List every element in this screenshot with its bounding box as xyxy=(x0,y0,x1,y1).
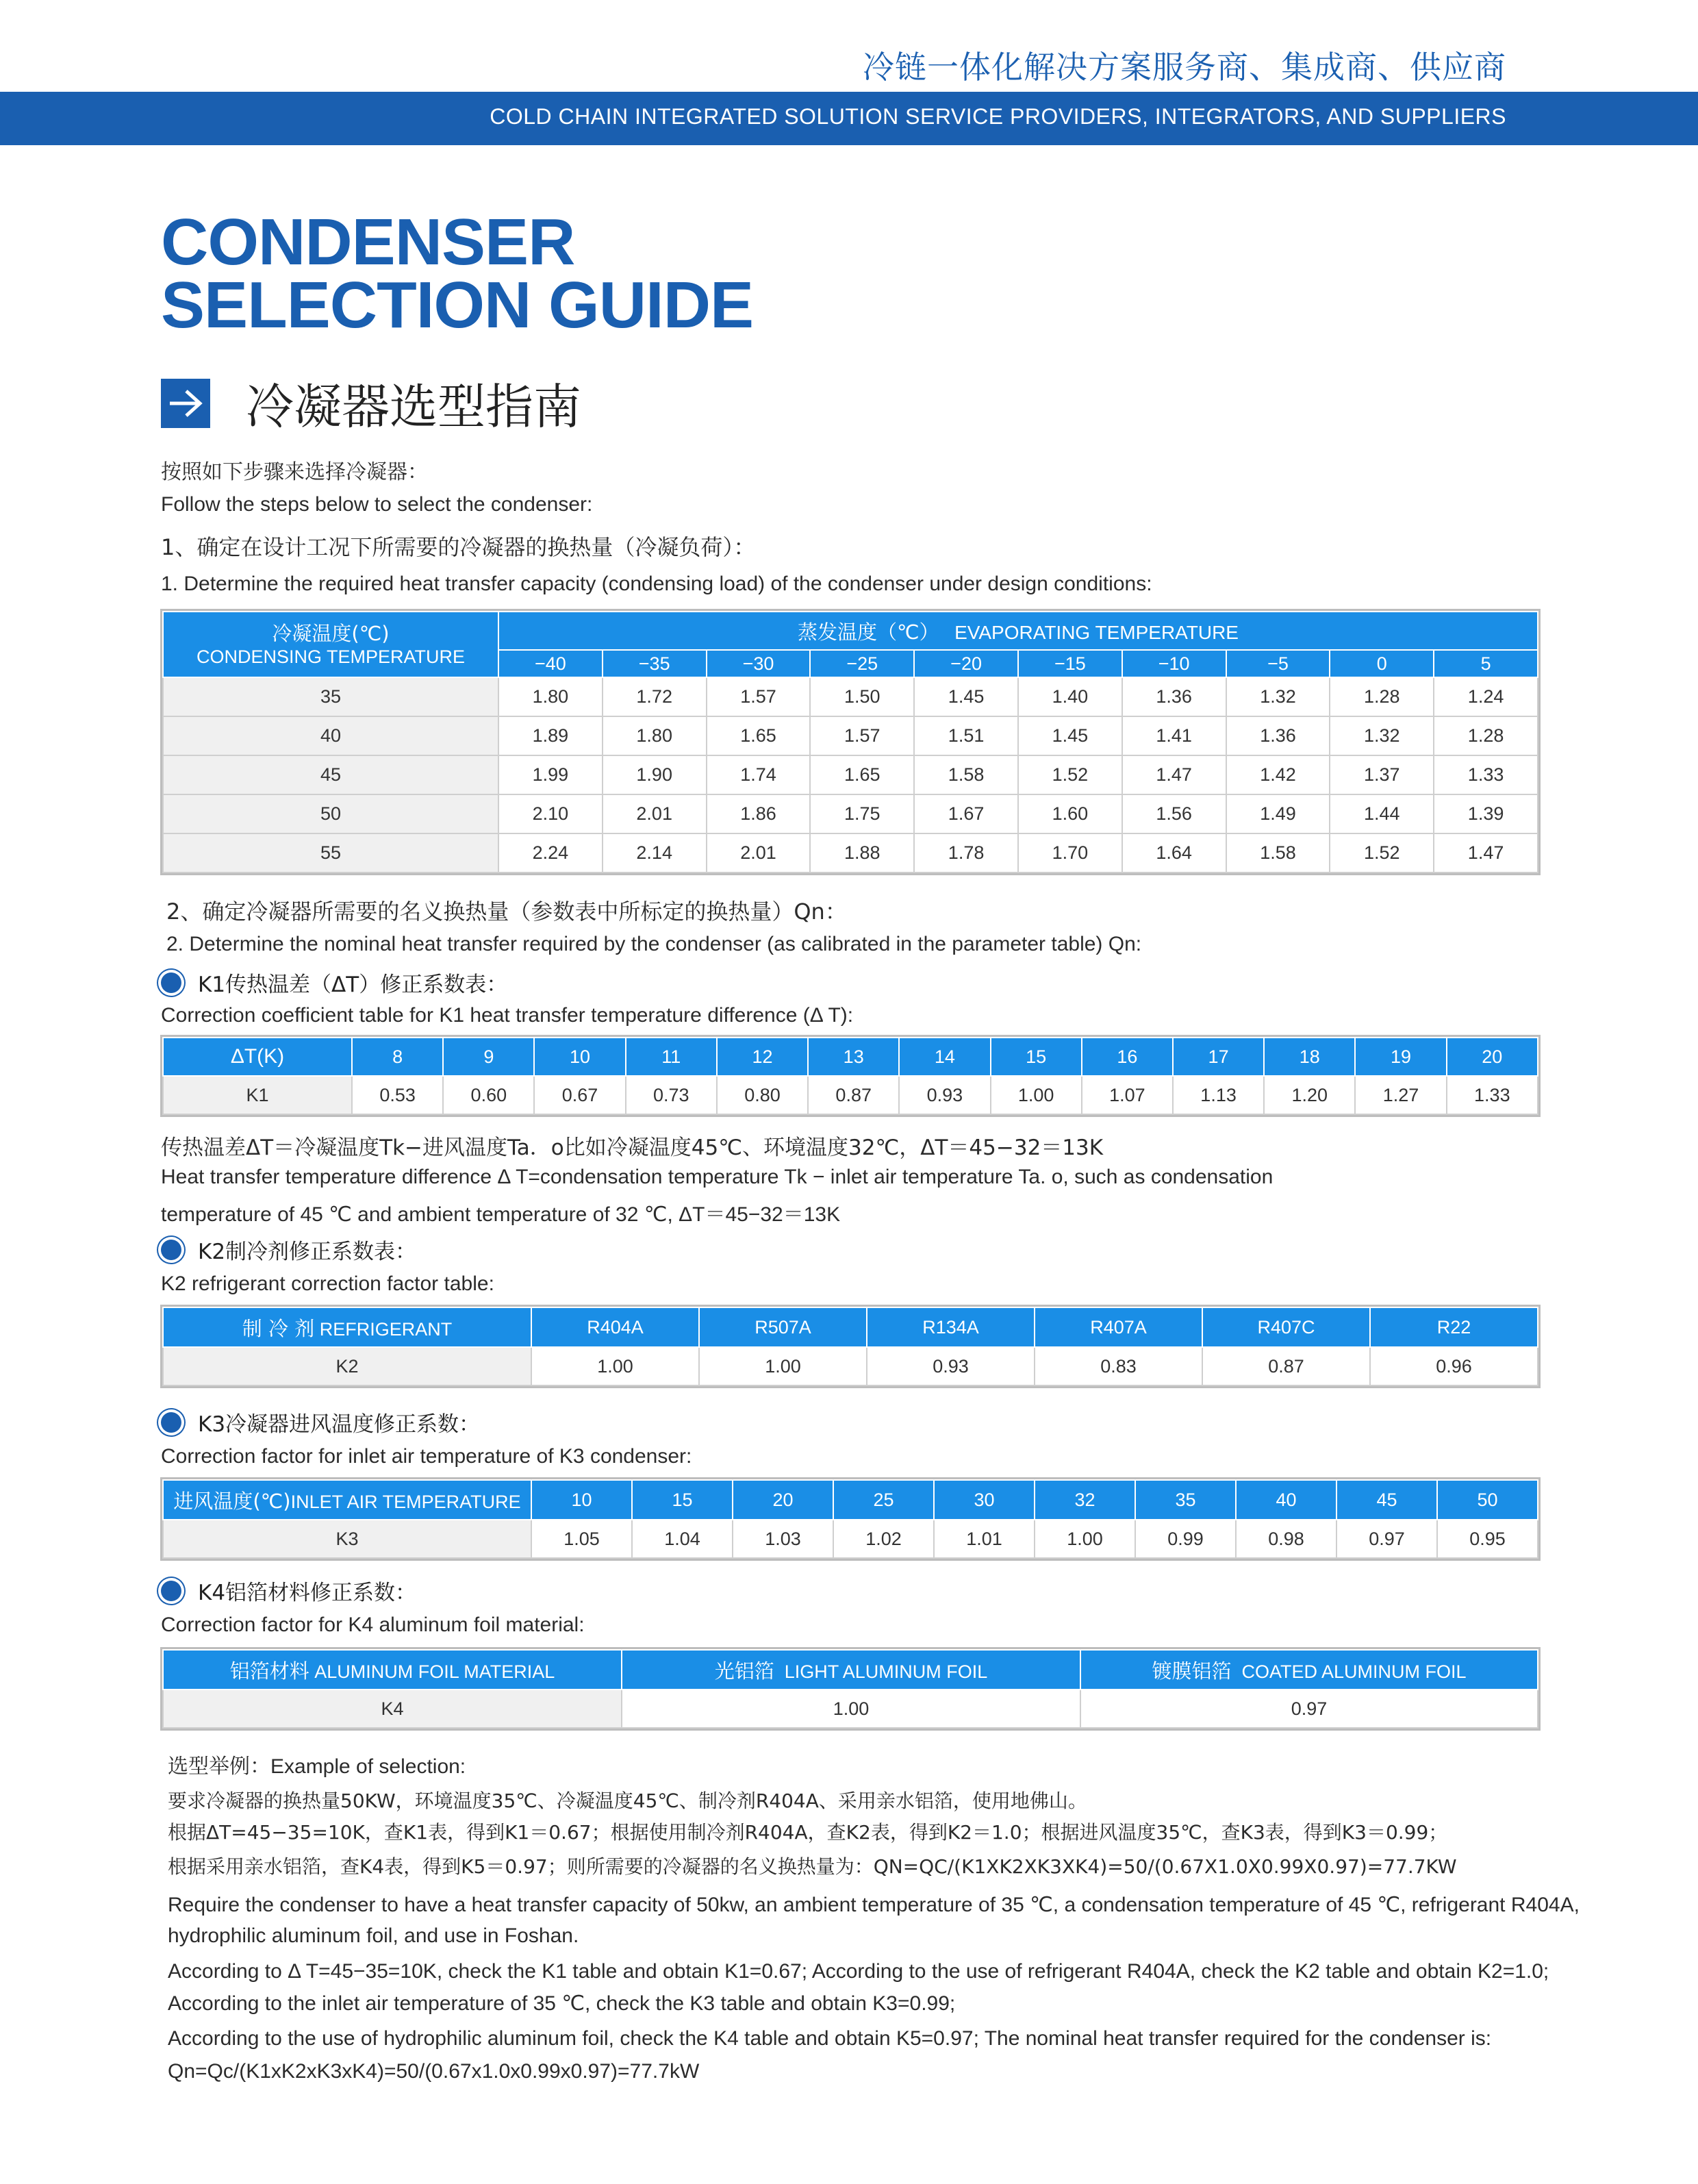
table-row: 40 1.89 1.80 1.65 1.57 1.51 1.45 1.41 1.36 1.32 1.28 xyxy=(163,716,1538,755)
header-band xyxy=(0,92,1698,145)
table1-col: −40 xyxy=(498,650,603,677)
bullet-icon xyxy=(161,1412,181,1433)
condensing-load-table xyxy=(162,611,1538,873)
k4-heading-en: Correction factor for K4 aluminum foil material: xyxy=(161,1614,585,1636)
k3-heading: K3冷凝器进风温度修正系数： xyxy=(161,1407,480,1438)
table1-col: −35 xyxy=(603,650,707,677)
header-tagline-en: COLD CHAIN INTEGRATED SOLUTION SERVICE PROVIDERS, INTEGRATORS, AND SUPPLIERS xyxy=(490,104,1506,129)
step2-en: 2. Determine the nominal heat transfer required by the condenser (as calibrated in the parameter table) Qn: xyxy=(166,933,1142,955)
table1-col: 5 xyxy=(1434,650,1538,677)
k1-heading-en: Correction coefficient table for K1 heat transfer temperature difference (Δ T): xyxy=(161,1004,854,1027)
example-heading: 选型举例：Example of selection: xyxy=(168,1755,466,1779)
bullet-icon xyxy=(161,1581,181,1601)
table-row: K2 1.00 1.00 0.93 0.83 0.87 0.96 xyxy=(163,1347,1538,1385)
table-row: K1 0.53 0.60 0.67 0.73 0.80 0.87 0.93 1.00 1.07 1.13 1.20 1.27 1.33 xyxy=(163,1076,1538,1114)
page-title-line1: CONDENSER xyxy=(161,205,575,279)
table1-col: −5 xyxy=(1226,650,1330,677)
k2-header-label: 制 冷 剂 REFRIGERANT xyxy=(163,1307,531,1347)
table1-col-header: 蒸发温度（℃） EVAPORATING TEMPERATURE xyxy=(498,612,1538,650)
table-row: K4 1.00 0.97 xyxy=(163,1690,1538,1728)
arrow-right-icon xyxy=(161,379,210,428)
example-en-5: According to the use of hydrophilic aluminum foil, check the K4 table and obtain K5=0.97; The nominal heat transfer required for the condenser is: xyxy=(168,2027,1492,2050)
k4-header-label: 铝箔材料 ALUMINUM FOIL MATERIAL xyxy=(163,1650,622,1690)
table1-col: −30 xyxy=(707,650,811,677)
table1-row-header: 冷凝温度(℃) CONDENSING TEMPERATURE xyxy=(163,612,498,677)
table-row: K3 1.05 1.04 1.03 1.02 1.01 1.00 0.99 0.98 0.97 0.95 xyxy=(163,1520,1538,1558)
example-en-1: Require the condenser to have a heat transfer capacity of 50kw, an ambient temperature of 35 ℃, a condensation temperature of 45 ℃, refrigerant R404A, xyxy=(168,1894,1580,1916)
table1-col: −15 xyxy=(1018,650,1122,677)
k1-heading: K1传热温差（ΔT）修正系数表： xyxy=(161,967,507,998)
k1-note-en-1: Heat transfer temperature difference Δ T=condensation temperature Tk − inlet air temperature Ta. o, such as condensation xyxy=(161,1166,1274,1188)
table1-col: −10 xyxy=(1122,650,1226,677)
header-tagline-cn: 冷链一体化解决方案服务商、集成商、供应商 xyxy=(863,49,1506,86)
intro-cn: 按照如下步骤来选择冷凝器： xyxy=(161,460,428,484)
k3-table: 进风温度(℃)INLET AIR TEMPERATURE 10 15 20 25 30 32 35 40 45 50 K3 1.05 1.04 1.03 1.02 1.01 1.00 0.99 0.98 0.97 0.95 xyxy=(162,1479,1538,1559)
bullet-icon xyxy=(161,972,181,993)
k2-heading-en: K2 refrigerant correction factor table: xyxy=(161,1272,494,1295)
k1-table: ΔT(K) 8 9 10 11 12 13 14 15 16 17 18 19 20 K1 0.53 0.60 0.67 0.73 0.80 0.87 0.93 1.00 1.07 1.13 1.20 1.27 1.33 xyxy=(162,1037,1538,1115)
example-cn-3: 根据采用亲水铝箔，查K4表，得到K5＝0.97；则所需要的冷凝器的名义换热量为：QN=QC/(K1XK2XK3XK4)=50/(0.67X1.0X0.99X0.97)=77.7KW xyxy=(168,1855,1457,1878)
table-row: 55 2.24 2.14 2.01 1.88 1.78 1.70 1.64 1.58 1.52 1.47 xyxy=(163,833,1538,873)
table-row: 50 2.10 2.01 1.86 1.75 1.67 1.60 1.56 1.49 1.44 1.39 xyxy=(163,794,1538,833)
table1-col: −20 xyxy=(914,650,1018,677)
example-en-4: According to the inlet air temperature of 35 ℃, check the K3 table and obtain K3=0.99; xyxy=(168,1992,956,2015)
k4-col-coated: 镀膜铝箔 COATED ALUMINUM FOIL xyxy=(1080,1650,1538,1690)
k3-heading-en: Correction factor for inlet air temperature of K3 condenser: xyxy=(161,1445,692,1468)
k4-heading: K4铝箔材料修正系数： xyxy=(161,1575,416,1606)
title-cn-block xyxy=(161,368,581,438)
k4-col-light: 光铝箔 LIGHT ALUMINUM FOIL xyxy=(622,1650,1080,1690)
k2-table: 制 冷 剂 REFRIGERANT R404A R507A R134A R407A R407C R22 K2 1.00 1.00 0.93 0.83 0.87 0.96 xyxy=(162,1307,1538,1386)
k1-note-cn: 传热温差ΔT＝冷凝温度Tk−进风温度Ta．o比如冷凝温度45℃、环境温度32℃，ΔT＝45−32＝13K xyxy=(161,1135,1104,1160)
step1-en: 1. Determine the required heat transfer capacity (condensing load) of the condenser under design conditions: xyxy=(161,573,1152,595)
example-en-6: Qn=Qc/(K1xK2xK3xK4)=50/(0.67x1.0x0.99x0.97)=77.7kW xyxy=(168,2060,700,2083)
k4-table xyxy=(162,1649,1538,1729)
k3-header-label: 进风温度(℃)INLET AIR TEMPERATURE xyxy=(163,1480,531,1520)
example-cn-1: 要求冷凝器的换热量50KW，环境温度35℃、冷凝温度45℃、制冷剂R404A、采用亲水铝箔，使用地佛山。 xyxy=(168,1790,1087,1812)
step1-cn: 1、确定在设计工况下所需要的冷凝器的换热量（冷凝负荷）： xyxy=(161,534,756,560)
table1-col: 0 xyxy=(1330,650,1434,677)
example-cn-2: 根据ΔT=45−35=10K，查K1表，得到K1＝0.67；根据使用制冷剂R404A，查K2表，得到K2＝1.0；根据进风温度35℃，查K3表，得到K3＝0.99； xyxy=(168,1821,1448,1844)
k1-note-en-2: temperature of 45 ℃ and ambient temperature of 32 ℃, ΔT＝45−32＝13K xyxy=(161,1203,841,1226)
page-title-line2: SELECTION GUIDE xyxy=(161,268,754,342)
page-title xyxy=(161,205,754,342)
k2-heading: K2制冷剂修正系数表： xyxy=(161,1234,416,1265)
example-en-3: According to Δ T=45−35=10K, check the K1 table and obtain K1=0.67; According to the use of refrigerant R404A, check the K2 table and obtain K2=1.0; xyxy=(168,1960,1549,1983)
intro-en: Follow the steps below to select the condenser: xyxy=(161,493,593,516)
bullet-icon xyxy=(161,1240,181,1260)
k1-header-label: ΔT(K) xyxy=(163,1038,352,1076)
table-row: 35 1.80 1.72 1.57 1.50 1.45 1.40 1.36 1.32 1.28 1.24 xyxy=(163,677,1538,716)
example-en-2: hydrophilic aluminum foil, and use in Foshan. xyxy=(168,1924,579,1947)
step2-cn: 2、确定冷凝器所需要的名义换热量（参数表中所标定的换热量）Qn： xyxy=(166,899,847,925)
table-row: 45 1.99 1.90 1.74 1.65 1.58 1.52 1.47 1.42 1.37 1.33 xyxy=(163,755,1538,794)
table1-col: −25 xyxy=(810,650,914,677)
page-title-cn: 冷凝器选型指南 xyxy=(246,379,581,435)
